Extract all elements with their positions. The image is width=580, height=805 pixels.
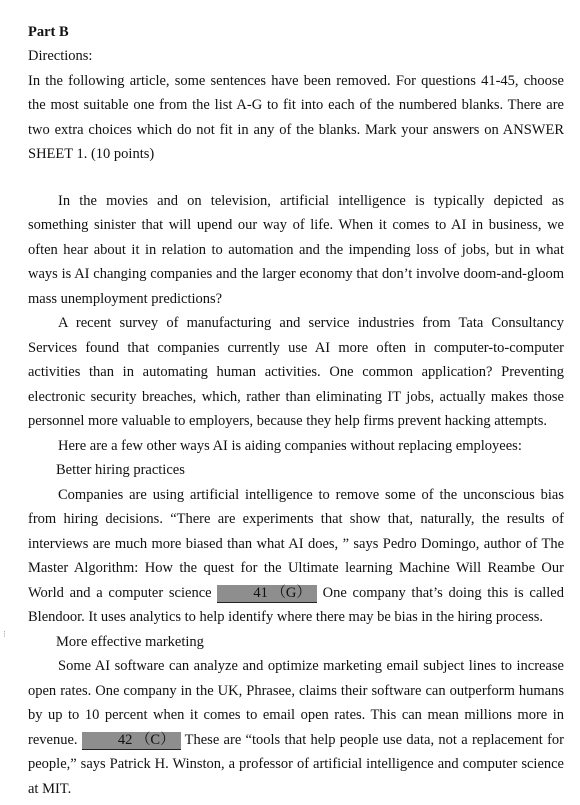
- paragraph-4-text-before: Companies are using artificial intelligence to remove some of the unconscious bias from hiring decisions. “There are experiments that show that, naturally, the results of interviews are much more biased than what AI does, ” says Pedro Domingo, author of The Master Algorithm: How the quest for the Ultimate learning Machine Will Reambe Our World and a computer science: [28, 486, 564, 601]
- document-page: [28, 20, 564, 801]
- subheading-hiring: Better hiring practices: [56, 462, 185, 478]
- answer-blank-42: 42 （C）: [82, 732, 181, 750]
- margin-mark: ⁝: [3, 629, 6, 639]
- spacer: [28, 167, 564, 189]
- directions-text: In the following article, some sentences have been removed. For questions 41-45, choose the most suitable one from the list A-G to fit into each of the numbered blanks. There are two extra choices which do not fit in any of the blanks. Mark your answers on ANSWER SHEET 1. (10 points): [28, 72, 564, 162]
- paragraph-5-text-after: These are “tools that help people use data, not a replacement for people,” says Patrick H. Winston, a professor of artificial intelligence and computer science at MIT.: [28, 731, 564, 797]
- subheading-marketing: More effective marketing: [56, 633, 204, 650]
- directions-label: Directions:: [28, 48, 93, 64]
- paragraph-5-text-before: Some AI software can analyze and optimize marketing email subject lines to increase open rates. One company in the UK, Phrasee, claims their software can outperform humans by up to 10 percent when it comes to email open rates. This can mean millions more in revenue.: [28, 658, 564, 748]
- paragraph-5: [28, 654, 564, 801]
- part-title: Part B: [28, 24, 69, 40]
- paragraph-4-text-after: One company that’s doing this is called Blendoor. It uses analytics to help identify where there may be bias in the hiring process.: [28, 584, 564, 625]
- paragraph-4: [28, 483, 564, 630]
- answer-blank-41: 41 （G）: [217, 585, 317, 603]
- paragraph-2: A recent survey of manufacturing and service industries from Tata Consultancy Services found that companies currently use AI more often in computer-to-computer activities than in automating human activities. One common application? Preventing electronic security breaches, which, rather than eliminating IT jobs, actually makes those personnel more valuable to employers, because they help firms prevent hacking attempts.: [28, 315, 564, 429]
- paragraph-3: Here are a few other ways AI is aiding companies without replacing employees:: [58, 437, 522, 454]
- paragraph-1: In the movies and on television, artificial intelligence is typically depicted as something sinister that will upend our way of life. When it comes to AI in business, we often hear about it in relation to automation and the impending loss of jobs, but in what ways is AI changing companies and the larger economy that don’t involve doom-and-gloom mass unemployment predictions?: [28, 192, 564, 307]
